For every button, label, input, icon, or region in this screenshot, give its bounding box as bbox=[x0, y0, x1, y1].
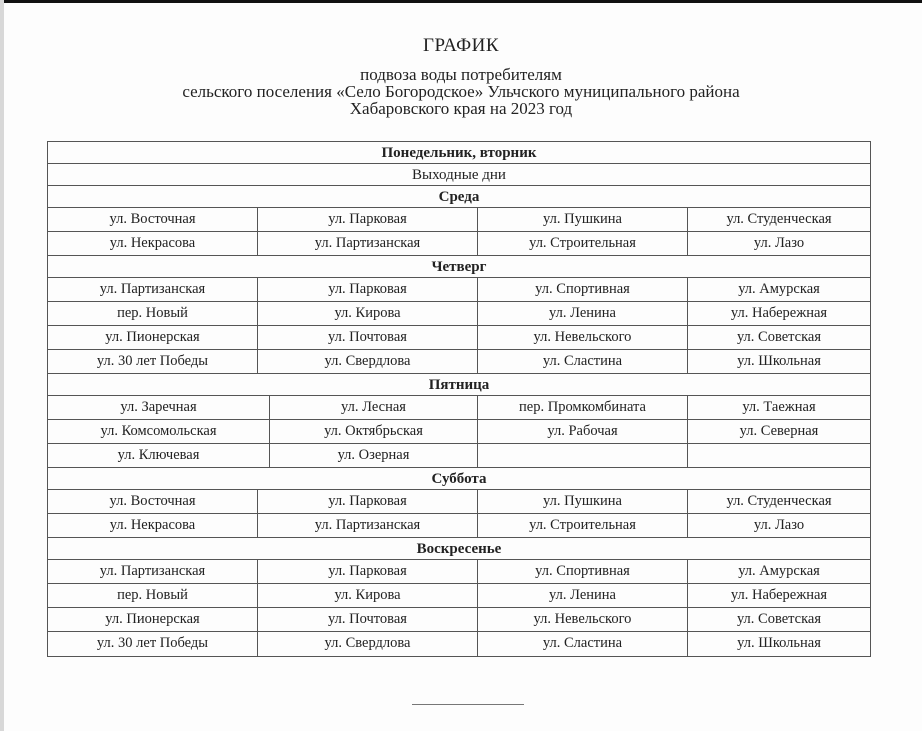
street-cell: ул. Лазо bbox=[753, 235, 805, 251]
street-cell: ул. Сластина bbox=[478, 350, 688, 373]
street-cell: ул. Набережная bbox=[730, 305, 828, 321]
street-cell: ул. Парковая bbox=[258, 278, 478, 301]
table-row bbox=[48, 632, 870, 656]
street-cell: ул. Октябрьская bbox=[270, 420, 478, 443]
street-cell: ул. Свердлова bbox=[258, 632, 478, 656]
street-cell: ул. Амурская bbox=[738, 563, 820, 579]
document-title: ГРАФИК bbox=[422, 35, 500, 56]
street-cell: ул. Парковая bbox=[258, 560, 478, 583]
table-row bbox=[48, 420, 870, 444]
table-row bbox=[48, 560, 870, 584]
street-cell: ул. Почтовая bbox=[258, 608, 478, 631]
day-heading-mon-tue: Понедельник, вторник bbox=[48, 142, 870, 164]
table-row bbox=[48, 326, 870, 350]
day-heading-friday: Пятница bbox=[48, 374, 870, 396]
street-cell: ул. Комсомольская bbox=[48, 420, 270, 443]
street-cell: ул. Советская bbox=[736, 611, 822, 627]
street-cell: ул. Школьная bbox=[737, 353, 821, 369]
street-cell: ул. Кирова bbox=[258, 584, 478, 607]
street-cell: ул. Ключевая bbox=[48, 444, 270, 467]
street-cell: ул. Пушкина bbox=[478, 208, 688, 231]
street-cell: пер. Новый bbox=[48, 584, 258, 607]
street-cell: ул. Студенческая bbox=[726, 211, 832, 227]
street-cell: ул. Заречная bbox=[48, 396, 270, 419]
street-cell: ул. Советская bbox=[736, 329, 822, 345]
street-cell: ул. Студенческая bbox=[726, 493, 832, 509]
street-cell: ул. Ленина bbox=[478, 584, 688, 607]
street-cell: ул. Кирова bbox=[258, 302, 478, 325]
street-cell: ул. Лазо bbox=[753, 517, 805, 533]
days-off-note: Выходные дни bbox=[48, 164, 870, 186]
table-row bbox=[48, 514, 870, 538]
table-row bbox=[48, 444, 870, 468]
table-row bbox=[48, 278, 870, 302]
street-cell: ул. Спортивная bbox=[478, 278, 688, 301]
street-cell: ул. Спортивная bbox=[478, 560, 688, 583]
subtitle-line-2: сельского поселения «Село Богородское» Ульчского муниципального района bbox=[182, 82, 740, 101]
street-cell: ул. Школьная bbox=[737, 635, 821, 651]
table-row bbox=[48, 350, 870, 374]
day-heading-sunday: Воскресенье bbox=[48, 538, 870, 560]
closing-line bbox=[412, 704, 524, 705]
street-cell: ул. Некрасова bbox=[48, 232, 258, 255]
day-heading-wednesday: Среда bbox=[48, 186, 870, 208]
subtitle-line-3: Хабаровского края на 2023 год bbox=[349, 99, 573, 118]
table-row bbox=[48, 584, 870, 608]
street-cell: ул. Невельского bbox=[478, 326, 688, 349]
subtitle-line-1: подвоза воды потребителям bbox=[360, 65, 562, 84]
street-cell: ул. 30 лет Победы bbox=[48, 350, 258, 373]
street-cell: пер. Промкомбината bbox=[478, 396, 688, 419]
street-cell: ул. Озерная bbox=[270, 444, 478, 467]
street-cell: ул. Амурская bbox=[738, 281, 820, 297]
street-cell: ул. Пионерская bbox=[48, 326, 258, 349]
street-cell: ул. Некрасова bbox=[48, 514, 258, 537]
street-cell: ул. Сластина bbox=[478, 632, 688, 656]
street-cell: ул. Лесная bbox=[270, 396, 478, 419]
street-cell-empty bbox=[478, 444, 688, 467]
table-row bbox=[48, 396, 870, 420]
table-row bbox=[48, 608, 870, 632]
day-heading-thursday: Четверг bbox=[48, 256, 870, 278]
street-cell: ул. Таежная bbox=[742, 399, 816, 415]
schedule-table bbox=[47, 141, 871, 657]
street-cell: пер. Новый bbox=[48, 302, 258, 325]
street-cell: ул. Строительная bbox=[478, 514, 688, 537]
street-cell: ул. Рабочая bbox=[478, 420, 688, 443]
street-cell: ул. Свердлова bbox=[258, 350, 478, 373]
street-cell: ул. Парковая bbox=[258, 490, 478, 513]
day-heading-saturday: Суббота bbox=[48, 468, 870, 490]
page-top-edge bbox=[0, 0, 922, 3]
street-cell: ул. Набережная bbox=[730, 587, 828, 603]
street-cell: ул. Строительная bbox=[478, 232, 688, 255]
street-cell: ул. Невельского bbox=[478, 608, 688, 631]
street-cell: ул. 30 лет Победы bbox=[48, 632, 258, 656]
street-cell: ул. Партизанская bbox=[48, 278, 258, 301]
street-cell: ул. Пионерская bbox=[48, 608, 258, 631]
street-cell: ул. Партизанская bbox=[258, 232, 478, 255]
street-cell: ул. Северная bbox=[739, 423, 819, 439]
street-cell: ул. Ленина bbox=[478, 302, 688, 325]
street-cell: ул. Парковая bbox=[258, 208, 478, 231]
street-cell-empty bbox=[688, 444, 870, 467]
street-cell: ул. Пушкина bbox=[478, 490, 688, 513]
table-row bbox=[48, 490, 870, 514]
street-cell: ул. Партизанская bbox=[258, 514, 478, 537]
table-row bbox=[48, 302, 870, 326]
street-cell: ул. Партизанская bbox=[48, 560, 258, 583]
street-cell: ул. Почтовая bbox=[258, 326, 478, 349]
street-cell: ул. Восточная bbox=[48, 490, 258, 513]
document-header bbox=[0, 34, 922, 117]
table-row bbox=[48, 232, 870, 256]
street-cell: ул. Восточная bbox=[48, 208, 258, 231]
table-row bbox=[48, 208, 870, 232]
